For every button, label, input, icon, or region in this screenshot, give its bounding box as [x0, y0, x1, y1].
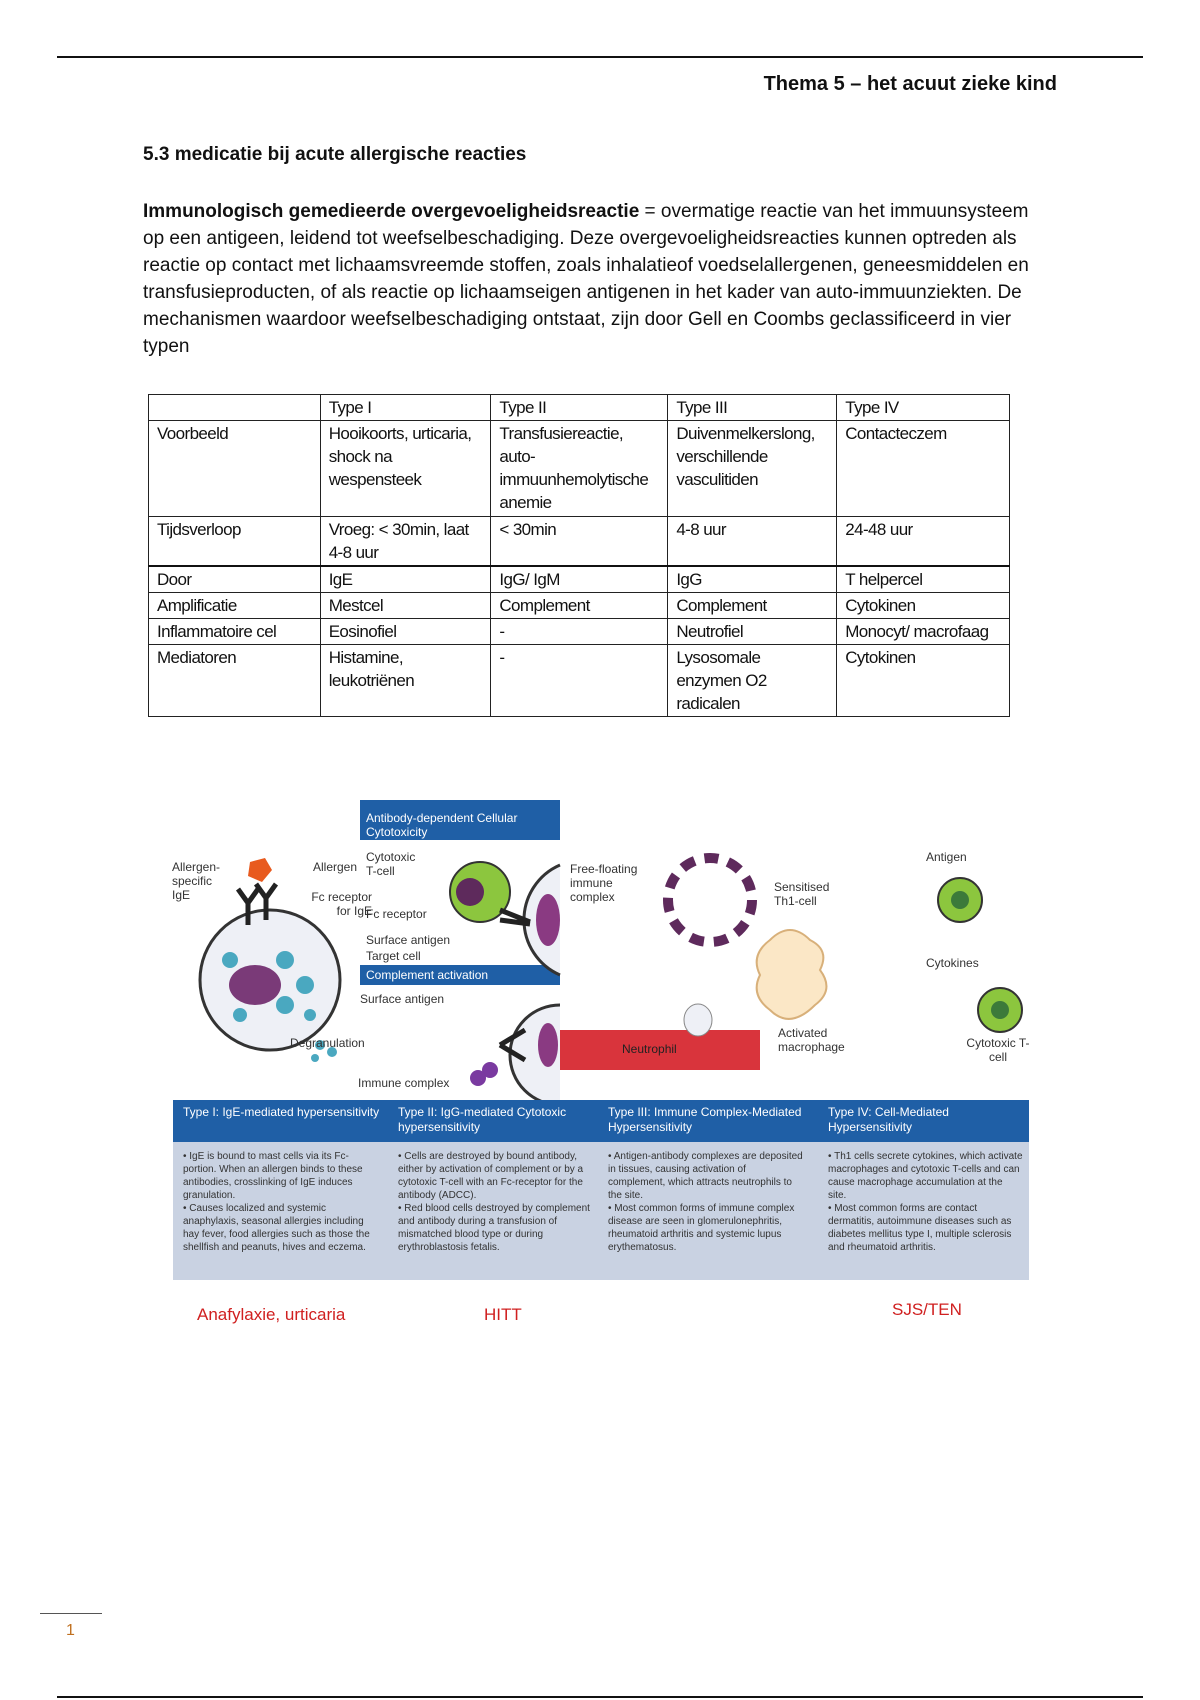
- table-cell: -: [491, 645, 668, 717]
- table-row: [149, 645, 1010, 717]
- intro-text: = overmatige reactie van het immuunsysteem op een antigeen, leidend tot weefselbeschadiging. Deze overgevoeligheidsreacties kunnen optreden als reactie op contact met lichaamsvreemde stoffen, zoals inhalatieof voedselallergenen, geneesmiddelen en transfusieproducten, of als reactie op lichaamseigen antigenen in het kader van auto-immuunziekten. De mechanismen waardoor weefselbeschadiging ontstaat, zijn door Gell en Coombs geclassificeerd in vier typen: [143, 201, 1029, 357]
- table-cell: IgG/ IgM: [491, 566, 668, 593]
- table-cell: Tijdsverloop: [149, 517, 321, 567]
- table-cell: IgE: [320, 566, 491, 593]
- annotation-type1: Anafylaxie, urticaria: [197, 1305, 346, 1324]
- table-cell: Cytokinen: [837, 645, 1010, 717]
- table-cell: 24-48 uur: [837, 517, 1010, 567]
- panel-text-type1: • IgE is bound to mast cells via its Fc-portion. When an allergen binds to these antibodies, crosslinking of IgE induces granulation. • Causes localized and systemic anaphylaxis, seasonal allergies including hay fever, food allergies such as those the shellfish and peanuts, hives and eczema.: [183, 1151, 370, 1253]
- intro-paragraph: [143, 198, 1043, 360]
- type-summary-panel: [173, 1100, 1029, 1280]
- table-cell: Eosinofiel: [320, 619, 491, 645]
- top-rule: [57, 56, 1143, 58]
- table-cell: Type I: [320, 395, 491, 421]
- bottom-rule: [57, 1696, 1143, 1698]
- table-row: [149, 421, 1010, 517]
- label-fc-receptor: Fc receptor: [366, 907, 427, 921]
- panel-text-type4: • Th1 cells secrete cytokines, which activate macrophages and cytotoxic T-cells and can cause macrophage accumulation at the site. • Most common forms are contact dermatitis, autoimmune diseases such as diabetes mellitus type I, multiple sclerosis and rheumatoid arthritis.: [828, 1151, 1023, 1253]
- panel-text-type3: • Antigen-antibody complexes are deposited in tissues, causing activation of complement, which attracts neutrophils to the site. • Most common forms of immune complex disease are seen in glomerulonephritis, rheumatoid arthritis and systemic lupus erythematosus.: [608, 1151, 803, 1253]
- label-degranulation: Degranulation: [290, 1036, 365, 1050]
- annotation-type2: HITT: [484, 1305, 522, 1324]
- label-activated-macrophage: Activated macrophage: [778, 1026, 845, 1054]
- label-adcc: Antibody-dependent Cellular Cytotoxicity: [366, 811, 518, 839]
- label-cytokines: Cytokines: [926, 956, 979, 970]
- page-header: Thema 5 – het acuut zieke kind: [763, 73, 1057, 95]
- table-cell: Vroeg: < 30min, laat 4-8 uur: [320, 517, 491, 567]
- table-cell: < 30min: [491, 517, 668, 567]
- annotation-type4: SJS/TEN: [892, 1300, 962, 1319]
- table-cell: Inflammatoire cel: [149, 619, 321, 645]
- mast-cell-nucleus: [229, 965, 281, 1005]
- label-complement-activation: Complement activation: [366, 968, 489, 982]
- panel-title-type4: Type IV: Cell-Mediated Hypersensitivity: [828, 1105, 949, 1134]
- panel-text-type2: • Cells are destroyed by bound antibody, either by activation of complement or by a cytotoxic T-cell with an Fc-receptor for the antibody (ADCC). • Red blood cells destroyed by complement and antibody during a transfusion of mismatched blood type or during erythroblastosis fetalis.: [398, 1151, 590, 1253]
- table-row: [149, 517, 1010, 567]
- label-neutrophil: Neutrophil: [622, 1042, 677, 1056]
- table-cell: Histamine, leukotriënen: [320, 645, 491, 717]
- label-surface-antigen: Surface antigen: [366, 933, 451, 947]
- table-row: [149, 619, 1010, 645]
- table-cell: Mediatoren: [149, 645, 321, 717]
- label-sensitised-th1: Sensitised Th1-cell: [774, 880, 830, 908]
- table-header-row: [149, 395, 1010, 421]
- panel-title-type3: Type III: Immune Complex-Mediated Hypersensitivity: [608, 1105, 802, 1134]
- label-antigen: Antigen: [926, 850, 967, 864]
- table-cell: Voorbeeld: [149, 421, 321, 517]
- table-cell: Complement: [491, 593, 668, 619]
- table-cell: Duivenmelkerslong, verschillende vasculitiden: [668, 421, 837, 517]
- label-target-cell: Target cell: [366, 949, 421, 963]
- table-cell: Amplificatie: [149, 593, 321, 619]
- table-cell: [149, 395, 321, 421]
- table-cell: -: [491, 619, 668, 645]
- page-number-rule: [40, 1613, 102, 1614]
- allergen-shape: [248, 858, 272, 882]
- intro-term: Immunologisch gemedieerde overgevoeligheidsreactie: [143, 201, 640, 222]
- table-cell: Transfusiereactie, auto-immuunhemolytische anemie: [491, 421, 668, 517]
- table-cell: Door: [149, 566, 321, 593]
- table-row: [149, 593, 1010, 619]
- table-cell: T helpercel: [837, 566, 1010, 593]
- table-cell: Lysosomale enzymen O2 radicalen: [668, 645, 837, 717]
- label-allergen: Allergen: [313, 860, 358, 874]
- table-cell: Mestcel: [320, 593, 491, 619]
- label-allergen-specific-ige: Allergen-specific IgE: [172, 860, 221, 902]
- table-cell: Hooikoorts, urticaria, shock na wespensteek: [320, 421, 491, 517]
- panel-title-type2: Type II: IgG-mediated Cytotoxic hypersensitivity: [398, 1105, 567, 1134]
- label-immune-complex: Immune complex: [358, 1076, 450, 1090]
- table-cell: Contacteczem: [837, 421, 1010, 517]
- page-number: 1: [66, 1622, 75, 1639]
- table-cell: Monocyt/ macrofaag: [837, 619, 1010, 645]
- figure-illustration: [170, 800, 1032, 1100]
- label-cytotoxic-tcell-4: Cytotoxic T-cell: [966, 1036, 1030, 1064]
- panel-title-type1: Type I: IgE-mediated hypersensitivity: [183, 1105, 380, 1119]
- section-title: 5.3 medicatie bij acute allergische reacties: [143, 144, 527, 165]
- table-cell: Type II: [491, 395, 668, 421]
- table-cell: IgG: [668, 566, 837, 593]
- label-cytotoxic-tcell: Cytotoxic T-cell: [366, 850, 416, 878]
- table-cell: Neutrofiel: [668, 619, 837, 645]
- table-cell: Type III: [668, 395, 837, 421]
- table-cell: Cytokinen: [837, 593, 1010, 619]
- table-cell: 4-8 uur: [668, 517, 837, 567]
- label-surface-antigen-2: Surface antigen: [360, 992, 445, 1006]
- table-cell: Complement: [668, 593, 837, 619]
- macrophage: [757, 930, 827, 1019]
- label-free-floating-complex: Free-floating immune complex: [570, 862, 638, 904]
- label-fc-receptor-ige: Fc receptor for IgE: [311, 890, 372, 918]
- table-cell: Type IV: [837, 395, 1010, 421]
- table-row: [149, 566, 1010, 593]
- immune-complex-ring: [668, 858, 752, 942]
- gell-coombs-table: [148, 394, 1010, 717]
